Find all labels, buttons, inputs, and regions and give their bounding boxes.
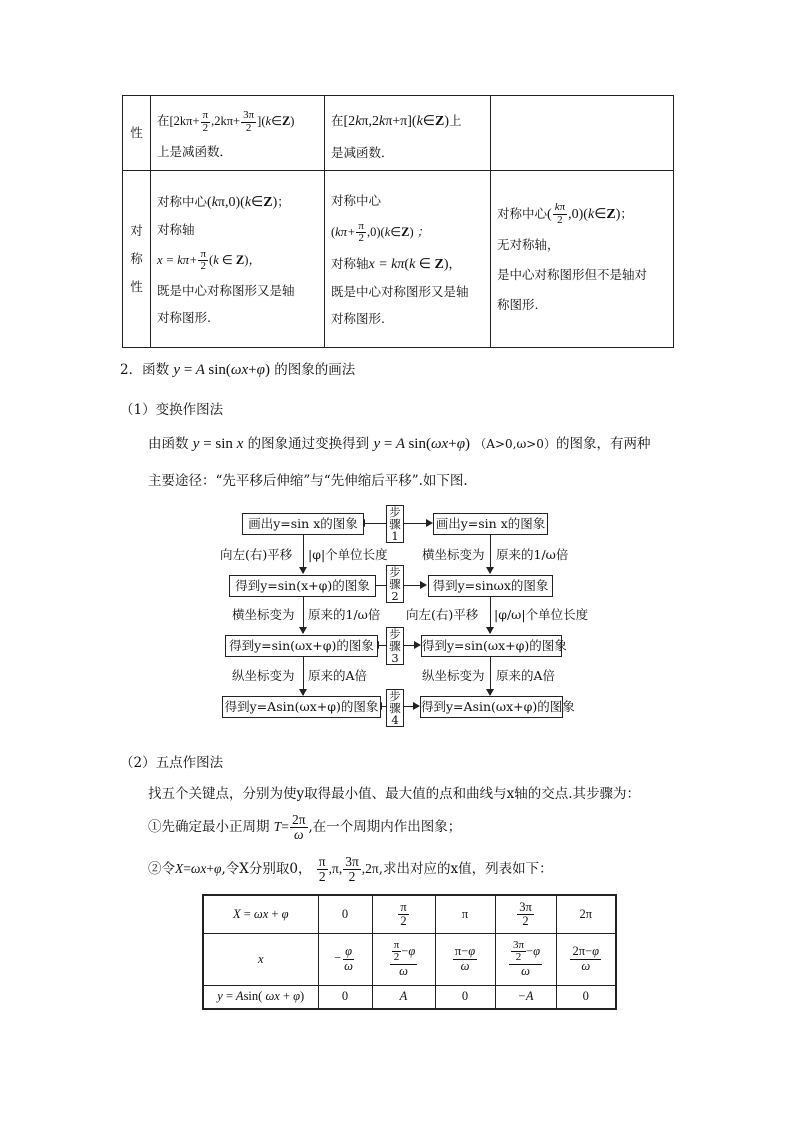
- step-3-box: 步 骤 3: [386, 627, 404, 665]
- tan-axis-label: 无对称轴，: [497, 236, 560, 252]
- sub1-para-cond: （A>0,ω>0）: [474, 437, 556, 451]
- left-box-1: 画出y=sin x的图象: [242, 513, 364, 535]
- sin-symmetry-note-a: 既是中心对称图形又是轴: [157, 282, 295, 298]
- y-value-2: A: [372, 985, 435, 1009]
- right-label-1b: 原来的1/ω倍: [496, 547, 569, 562]
- left-box-2: 得到y=sin(x+φ)的图象: [229, 575, 376, 597]
- cos-axis-math: x = kπ(k ∈ Z): [368, 256, 449, 272]
- row-header-symmetry: [123, 171, 151, 348]
- right-box-1: 画出y=sin x的图象: [433, 513, 548, 535]
- sin-symmetry-note-b: 对称图形.: [157, 309, 211, 325]
- tan-center-math: ( $\frac{k\pi}{2}$ ,0)(k∈Z): [547, 201, 621, 226]
- X-value-1: 0: [318, 895, 372, 933]
- x-value-4: $\frac{3\pi}{2}$ −φ ω: [495, 933, 556, 985]
- cos-symmetry-cell: 对称中心 (kπ+ $\frac{\pi}{2}$ ,0)(k∈Z) ； 对称轴x = kπ(k ∈ Z)， 既是中心对称图形又是轴 对称图形.: [325, 171, 491, 348]
- tan-center-label: 对称中心: [497, 205, 548, 221]
- sub2-line2-b: ,在一个周期内作出图象；: [308, 819, 462, 835]
- right-label-2b: |φ/ω|个单位长度: [494, 607, 589, 622]
- section2-heading-a: 函数: [142, 362, 170, 378]
- sub2-line2: [148, 812, 461, 843]
- sub1-paragraph-line1: [148, 432, 650, 453]
- step-4-box: 步 骤 4: [386, 689, 404, 727]
- symmetry-char-3: 性: [130, 279, 143, 294]
- tan-symmetry-cell: 对称中心( $\frac{k\pi}{2}$ ,0)(k∈Z)； 无对称轴， 是中心对称图形但不是轴对 称图形.: [491, 171, 674, 348]
- tan-symmetry-note-a: 是中心对称图形但不是轴对: [497, 266, 648, 282]
- sub2-line2-a: ①先确定最小正周期: [148, 819, 270, 835]
- five-point-table: [202, 894, 617, 1010]
- sub2-line3-b: ,令X分别取0，: [221, 861, 312, 877]
- right-label-2a: 向左(右)平移: [406, 607, 479, 622]
- sub1-para-b: 的图象通过变换得到: [247, 436, 370, 452]
- sub1-para-a: 由函数: [148, 436, 189, 452]
- sub1-para-math2: y = A sin(ωx+φ): [373, 436, 470, 452]
- sub2-line3-math: X=ωx+φ: [175, 861, 222, 876]
- sin-center-label: 对称中心: [157, 193, 208, 209]
- cos-decreasing-suffix-a: 上: [449, 112, 462, 128]
- X-value-5: 2π: [556, 895, 616, 933]
- sub1-title: （1）变换作图法: [120, 402, 224, 418]
- step-1-box: 步 骤 1: [386, 505, 404, 543]
- sin-decreasing-cell: [151, 96, 325, 171]
- table-row: [203, 933, 616, 985]
- X-value-4: $\frac{3\pi}{2}$: [495, 895, 556, 933]
- right-box-2: 得到y=sinωx的图象: [428, 575, 553, 597]
- cos-decreasing-cell: [325, 96, 491, 171]
- left-box-4: 得到y=Asin(ωx+φ)的图象: [222, 696, 381, 718]
- cos-decreasing-interval: [2kπ,2kπ+π](k∈Z): [343, 113, 449, 129]
- y-value-3: 0: [435, 985, 495, 1009]
- sub2-line3-c: ,求出对应的x值，列表如下：: [378, 861, 553, 877]
- cos-center-label: 对称中心: [331, 192, 382, 208]
- table-row: [203, 895, 616, 933]
- left-label-1a: 向左(右)平移: [220, 547, 293, 562]
- cos-symmetry-note-b: 对称图形.: [331, 310, 385, 326]
- section2-number: 2．: [120, 362, 143, 378]
- transformation-flowchart: [218, 505, 589, 735]
- sin-decreasing-interval: [2kπ+ $\frac{\pi}{2}$ ,2kπ+ $\frac{3\pi}{2}$ ](k∈Z): [169, 109, 295, 134]
- x-value-1: − $\frac{\varphi}{\omega}$: [318, 933, 372, 985]
- X-value-3: π: [435, 895, 495, 933]
- sin-decreasing-prefix: 在: [157, 113, 170, 128]
- period-formula: T= $\frac{2\pi}{\omega}$: [273, 812, 306, 843]
- right-label-1a: 横坐标变为: [422, 547, 485, 562]
- sub2-line1: 找五个关键点，分别为使y取得最小值、最大值的点和曲线与x轴的交点.其步骤为：: [148, 786, 641, 802]
- properties-table: [122, 95, 674, 348]
- row-header-X: X = ωx + φ: [203, 895, 318, 933]
- section2-heading-math: y = A sin(ωx+φ): [173, 362, 270, 378]
- sin-center-math: (kπ,0)(k∈Z): [207, 194, 278, 210]
- tan-monotonic-cell: [491, 96, 674, 171]
- X-value-2: $\frac{\pi}{2}$: [372, 895, 435, 933]
- right-label-3b: 原来的A倍: [496, 668, 556, 683]
- row-header-monotonicity: 性: [123, 96, 151, 171]
- section2-heading: [120, 358, 355, 379]
- cos-center-math: (kπ+ $\frac{\pi}{2}$ ,0)(k∈Z) ；: [331, 219, 430, 245]
- row-header-x: x: [203, 933, 318, 985]
- sub2-line3: [148, 852, 553, 886]
- symmetry-char-1: 对: [130, 223, 143, 238]
- sin-symmetry-cell: 对称中心(kπ,0)(k∈Z)； 对称轴 x = kπ+ $\frac{\pi}{2}$ (k ∈ Z)， 既是中心对称图形又是轴 对称图形.: [151, 171, 325, 348]
- left-label-2b: 原来的1/ω倍: [308, 607, 381, 622]
- sub2-line3-values: $\frac{\pi}{2}$ ,π, $\frac{3\pi}{2}$ ,2π: [318, 854, 379, 885]
- table-row: [203, 985, 616, 1009]
- left-label-3a: 纵坐标变为: [232, 668, 295, 683]
- x-value-2: $\frac{\pi}{2}$ −φ ω: [372, 933, 435, 985]
- symmetry-char-2: 称: [130, 251, 143, 266]
- section2-heading-b: 的图象的画法: [274, 362, 356, 378]
- tan-symmetry-note-b: 称图形.: [497, 296, 539, 312]
- left-label-3b: 原来的A倍: [308, 668, 368, 683]
- sin-axis-label: 对称轴: [157, 221, 195, 237]
- sub1-paragraph-line2: 主要途径：“先平移后伸缩”与“先伸缩后平移”.如下图.: [148, 473, 468, 489]
- sub2-title: （2）五点作图法: [120, 755, 224, 771]
- row-header-y: y = Asin( ωx + φ): [203, 985, 318, 1009]
- cos-decreasing-suffix-b: 是减函数．: [331, 144, 394, 160]
- right-box-3: 得到y=sin(ωx+φ)的图象: [421, 635, 562, 657]
- sub1-para-math1: y = sin x: [192, 436, 244, 452]
- left-box-3: 得到y=sin(ωx+φ)的图象: [225, 635, 378, 657]
- sin-decreasing-suffix: 上是减函数．: [157, 144, 233, 159]
- sub2-line3-a: ②令: [148, 861, 175, 877]
- step-2-box: 步 骤 2: [386, 565, 404, 603]
- cos-decreasing-prefix: 在: [331, 112, 344, 128]
- y-value-4: −A: [495, 985, 556, 1009]
- x-value-3: $\frac{\pi-\varphi}{\omega}$: [435, 933, 495, 985]
- left-label-2a: 横坐标变为: [232, 607, 295, 622]
- y-value-1: 0: [318, 985, 372, 1009]
- cos-symmetry-note-a: 既是中心对称图形又是轴: [331, 283, 469, 299]
- sub1-para-c: 的图象，有两种: [555, 436, 651, 452]
- right-box-4: 得到y=Asin(ωx+φ)的图象: [420, 696, 563, 718]
- cos-axis-label: 对称轴: [331, 255, 369, 271]
- right-label-3a: 纵坐标变为: [422, 668, 485, 683]
- left-label-1b: |φ|个单位长度: [308, 547, 388, 562]
- x-value-5: $\frac{2\pi-\varphi}{\omega}$: [556, 933, 616, 985]
- y-value-5: 0: [556, 985, 616, 1009]
- sin-axis-math: x = kπ+ $\frac{\pi}{2}$ (k ∈ Z)，: [157, 247, 261, 273]
